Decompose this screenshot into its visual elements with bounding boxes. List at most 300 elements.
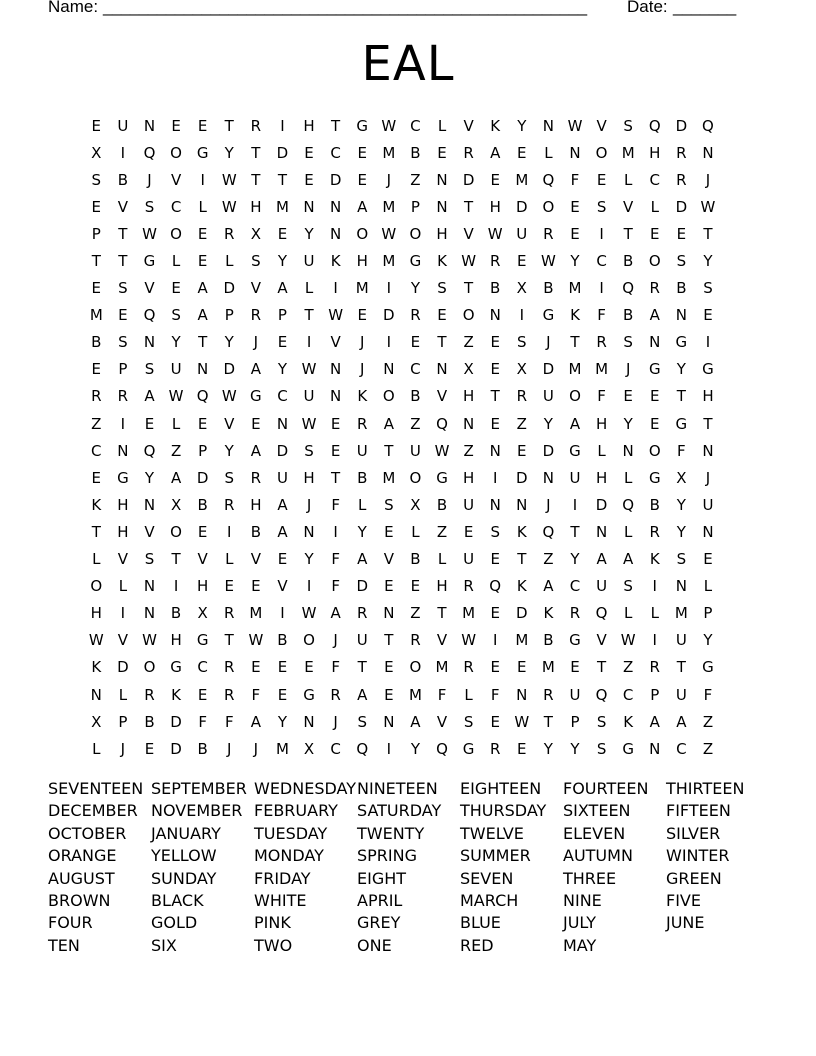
grid-letter: F (570, 170, 580, 189)
grid-letter: S (251, 252, 261, 271)
grid-letter: N (303, 522, 315, 541)
grid-letter: X (516, 360, 527, 379)
grid-letter: W (221, 197, 237, 216)
grid-letter: K (649, 550, 660, 569)
word-list-item: TUESDAY (254, 823, 328, 843)
grid-letter: W (620, 631, 636, 650)
grid-letter: U (409, 441, 421, 460)
grid-letter: V (250, 279, 261, 298)
grid-letter: U (569, 468, 581, 487)
grid-letter: Y (357, 522, 367, 541)
grid-letter: R (330, 685, 341, 704)
grid-letter: R (250, 306, 262, 325)
grid-letter: I (173, 577, 179, 596)
grid-letter: W (301, 414, 317, 433)
grid-letter: Q (622, 279, 635, 298)
grid-letter: I (386, 333, 392, 352)
grid-letter: Q (436, 414, 448, 433)
grid-letter: R (649, 279, 660, 298)
grid-letter: U (463, 495, 475, 514)
grid-letter: E (251, 577, 261, 596)
grid-letter: T (517, 550, 527, 569)
grid-letter: B (117, 170, 129, 189)
grid-letter: J (546, 495, 551, 514)
grid-letter: N (489, 441, 501, 460)
grid-letter: D (329, 170, 342, 189)
grid-letter: T (437, 604, 447, 623)
grid-letter: G (143, 252, 156, 271)
worksheet-header (48, 0, 740, 19)
word-list-item: THIRTEEN (666, 779, 745, 798)
grid-letter: D (516, 468, 528, 487)
grid-letter: B (623, 306, 634, 325)
grid-letter: W (461, 252, 477, 271)
grid-letter: Y (224, 333, 234, 352)
grid-letter: J (227, 739, 232, 758)
grid-letter: W (434, 441, 450, 460)
grid-letter: G (117, 468, 129, 487)
grid-letter: N (675, 306, 687, 325)
grid-letter: Z (623, 658, 634, 677)
grid-letter: N (90, 685, 102, 704)
grid-letter: X (170, 495, 182, 514)
grid-letter: O (595, 143, 608, 162)
word-list-item: SEVENTEEN (48, 779, 144, 798)
grid-letter: I (652, 631, 657, 650)
grid-letter: E (304, 170, 314, 189)
grid-letter: F (437, 685, 447, 704)
grid-letter: H (462, 468, 475, 487)
grid-letter: T (304, 306, 314, 325)
grid-letter: U (170, 360, 182, 379)
grid-letter: I (120, 143, 126, 162)
grid-letter: N (383, 604, 395, 623)
grid-letter: I (333, 522, 338, 541)
grid-letter: T (91, 252, 101, 271)
grid-letter: T (676, 387, 686, 406)
grid-letter: Q (143, 441, 156, 460)
grid-letter: F (597, 306, 606, 325)
grid-letter: N (303, 712, 315, 731)
date-field[interactable]: _______ (673, 0, 736, 16)
grid-letter: B (649, 495, 660, 514)
grid-letter: S (676, 252, 687, 271)
word-list-item: FIVE (666, 890, 701, 910)
grid-letter: L (304, 279, 314, 298)
grid-letter: W (540, 252, 556, 271)
grid-letter: J (306, 495, 312, 514)
grid-letter: J (546, 333, 551, 352)
grid-letter: K (543, 604, 554, 623)
grid-letter: H (303, 116, 315, 135)
grid-letter: E (197, 116, 208, 135)
grid-letter: A (277, 495, 288, 514)
grid-letter: T (251, 170, 261, 189)
grid-letter: P (224, 306, 234, 325)
grid-letter: T (570, 333, 580, 352)
grid-letter: T (464, 197, 474, 216)
grid-letter: D (516, 197, 528, 216)
grid-letter: J (360, 333, 365, 352)
grid-letter: Y (304, 550, 314, 569)
grid-letter: H (197, 577, 209, 596)
word-list-item: WHITE (254, 890, 307, 910)
grid-letter: T (384, 441, 394, 460)
grid-letter: B (197, 495, 208, 514)
grid-letter: T (490, 387, 500, 406)
grid-letter: X (463, 360, 474, 379)
grid-letter: X (250, 224, 261, 243)
word-list-item: DECEMBER (48, 801, 138, 821)
grid-letter: Y (277, 360, 288, 379)
grid-letter: A (543, 577, 554, 596)
word-list-item: SEVEN (460, 868, 514, 888)
grid-letter: E (490, 414, 500, 433)
grid-letter: I (599, 224, 604, 243)
grid-letter: N (595, 522, 608, 541)
grid-letter: N (542, 468, 554, 487)
grid-letter: H (170, 631, 182, 650)
grid-letter: F (251, 685, 261, 704)
grid-letter: J (253, 333, 259, 352)
grid-letter: E (490, 712, 500, 731)
word-list-item: SILVER (666, 823, 721, 843)
grid-letter: E (623, 387, 633, 406)
grid-letter: K (91, 495, 102, 514)
grid-letter: E (277, 224, 288, 243)
grid-letter: C (277, 387, 288, 406)
word-list-item: PINK (254, 913, 291, 933)
grid-letter: I (306, 577, 312, 596)
grid-letter: U (675, 631, 687, 650)
grid-letter: L (544, 143, 553, 162)
grid-letter: H (595, 414, 608, 433)
grid-letter: E (330, 414, 341, 433)
grid-letter: U (356, 441, 368, 460)
grid-letter: C (170, 197, 182, 216)
word-list-item: GREEN (666, 868, 722, 888)
grid-letter: I (306, 333, 312, 352)
grid-letter: M (595, 360, 609, 379)
grid-letter: L (358, 495, 367, 514)
grid-letter: H (90, 604, 102, 623)
grid-letter: G (622, 739, 634, 758)
grid-letter: N (303, 197, 315, 216)
word-list-item: FOURTEEN (563, 779, 649, 798)
word-list-item: SEPTEMBER (151, 779, 247, 798)
grid-letter: Q (622, 495, 635, 514)
grid-letter: F (331, 550, 340, 569)
name-label: Name: (48, 0, 99, 16)
grid-letter: B (543, 279, 554, 298)
grid-letter: E (384, 522, 394, 541)
grid-letter: I (386, 739, 392, 758)
word-list-item: FEBRUARY (254, 801, 338, 821)
grid-letter: M (621, 143, 635, 162)
word-list-item: MONDAY (254, 846, 324, 866)
grid-letter: B (676, 279, 687, 298)
grid-letter: G (250, 387, 262, 406)
grid-letter: E (410, 577, 421, 596)
grid-letter: K (516, 577, 527, 596)
grid-letter: Y (144, 468, 155, 487)
grid-letter: R (489, 252, 501, 271)
word-list-item: SIXTEEN (563, 801, 631, 821)
grid-letter: W (301, 360, 317, 379)
grid-letter: D (223, 360, 236, 379)
grid-letter: Y (224, 143, 234, 162)
grid-letter: G (569, 441, 581, 460)
grid-letter: H (595, 468, 608, 487)
grid-letter: E (570, 197, 580, 216)
grid-letter: X (410, 495, 421, 514)
grid-letter: R (489, 739, 501, 758)
grid-letter: V (117, 197, 129, 216)
grid-letter: E (197, 224, 208, 243)
grid-letter: Y (703, 252, 713, 271)
grid-letter: Q (196, 387, 209, 406)
grid-letter: N (330, 197, 342, 216)
grid-letter: L (92, 739, 101, 758)
grid-letter: C (91, 441, 102, 460)
word-list-item: NINE (563, 890, 602, 910)
grid-letter: B (197, 739, 208, 758)
grid-letter: R (516, 387, 528, 406)
grid-letter: E (703, 306, 713, 325)
page-title: EAL (361, 36, 455, 92)
grid-letter: E (384, 685, 394, 704)
grid-letter: N (702, 522, 714, 541)
grid-letter: E (277, 685, 288, 704)
grid-letter: Q (356, 739, 369, 758)
grid-letter: U (675, 685, 687, 704)
grid-letter: P (703, 604, 713, 623)
grid-letter: E (490, 333, 500, 352)
grid-letter: D (675, 197, 688, 216)
grid-letter: T (570, 522, 580, 541)
word-list-item: GREY (357, 913, 401, 933)
word-list-item: FRIDAY (254, 868, 311, 888)
grid-letter: R (543, 685, 554, 704)
grid-letter: S (623, 333, 633, 352)
grid-letter: F (331, 495, 340, 514)
grid-letter: O (409, 468, 422, 487)
grid-letter: Z (702, 712, 714, 731)
name-field[interactable]: ______________________________________________________ (103, 0, 587, 16)
grid-letter: T (331, 116, 341, 135)
grid-letter: E (91, 360, 102, 379)
grid-letter: S (596, 197, 607, 216)
grid-letter: M (89, 306, 103, 325)
grid-letter: N (462, 414, 475, 433)
grid-letter: F (490, 685, 500, 704)
grid-letter: S (517, 333, 527, 352)
grid-letter: K (91, 658, 102, 677)
grid-letter: M (355, 279, 369, 298)
grid-letter: I (572, 495, 578, 514)
grid-letter: E (277, 550, 288, 569)
grid-letter: E (384, 577, 394, 596)
grid-letter: V (596, 116, 607, 135)
grid-letter: L (92, 550, 101, 569)
grid-letter: S (463, 712, 474, 731)
grid-letter: H (702, 387, 714, 406)
grid-letter: C (676, 739, 687, 758)
grid-letter: C (622, 685, 634, 704)
grid-letter: T (198, 333, 208, 352)
grid-letter: A (197, 306, 208, 325)
grid-letter: L (225, 550, 234, 569)
grid-letter: Y (410, 739, 420, 758)
grid-letter: N (143, 333, 156, 352)
grid-letter: V (436, 631, 448, 650)
grid-letter: N (516, 495, 528, 514)
grid-letter: E (384, 658, 394, 677)
grid-letter: R (463, 143, 474, 162)
grid-letter: K (490, 116, 501, 135)
grid-letter: R (224, 604, 235, 623)
grid-letter: Z (410, 170, 421, 189)
grid-letter: S (91, 170, 102, 189)
grid-letter: V (623, 197, 634, 216)
grid-letter: M (462, 604, 476, 623)
grid-letter: S (596, 712, 607, 731)
grid-letter: M (541, 658, 555, 677)
grid-letter: G (356, 116, 369, 135)
word-list-item: FOUR (48, 913, 93, 933)
grid-letter: W (381, 224, 397, 243)
grid-letter: Q (542, 522, 555, 541)
grid-letter: D (117, 658, 129, 677)
grid-letter: U (702, 495, 714, 514)
grid-letter: H (649, 143, 661, 162)
grid-letter: L (623, 170, 633, 189)
word-list-item: JANUARY (151, 823, 221, 843)
grid-letter: E (224, 577, 234, 596)
word-list-item: EIGHT (357, 868, 407, 888)
word-list-item: SUNDAY (151, 868, 217, 888)
word-list-item: TWO (254, 935, 293, 955)
grid-letter: A (357, 197, 368, 216)
grid-letter: G (409, 252, 422, 271)
grid-letter: T (384, 631, 394, 650)
word-list-item: GOLD (151, 913, 198, 933)
grid-letter: X (516, 279, 527, 298)
grid-letter: W (301, 604, 317, 623)
grid-letter: L (623, 468, 633, 487)
grid-letter: T (251, 143, 261, 162)
grid-letter: J (333, 712, 338, 731)
word-list-item: AUTUMN (563, 846, 633, 866)
grid-letter: X (91, 712, 102, 731)
grid-letter: N (330, 387, 342, 406)
grid-letter: K (330, 252, 341, 271)
grid-letter: I (652, 577, 657, 596)
grid-letter: A (676, 712, 687, 731)
grid-letter: M (674, 604, 688, 623)
grid-letter: N (143, 495, 156, 514)
grid-letter: Y (304, 224, 314, 243)
grid-letter: W (567, 116, 583, 135)
word-list-item: WINTER (666, 846, 730, 866)
grid-letter: M (382, 468, 396, 487)
grid-letter: N (436, 197, 448, 216)
grid-letter: G (702, 360, 714, 379)
grid-letter: H (436, 577, 448, 596)
grid-letter: O (542, 197, 555, 216)
grid-letter: V (117, 550, 129, 569)
grid-letter: E (437, 306, 447, 325)
grid-letter: N (649, 333, 661, 352)
grid-letter: L (437, 550, 447, 569)
grid-letter: V (463, 224, 474, 243)
grid-letter: Z (410, 414, 421, 433)
grid-letter: V (596, 631, 607, 650)
word-list-item: OCTOBER (48, 823, 127, 843)
date-label: Date: (627, 0, 668, 16)
grid-letter: G (196, 631, 209, 650)
grid-letter: R (410, 306, 421, 325)
grid-letter: L (650, 197, 659, 216)
grid-letter: F (331, 577, 340, 596)
grid-letter: R (250, 116, 262, 135)
grid-letter: J (253, 739, 259, 758)
grid-letter: L (171, 414, 181, 433)
grid-letter: E (171, 116, 181, 135)
grid-letter: T (464, 279, 474, 298)
grid-letter: M (275, 739, 289, 758)
grid-letter: O (303, 631, 315, 650)
grid-letter: A (277, 279, 288, 298)
grid-letter: N (622, 441, 634, 460)
grid-letter: L (198, 197, 207, 216)
grid-letter: U (276, 468, 288, 487)
grid-letter: I (120, 414, 126, 433)
grid-letter: Z (463, 333, 474, 352)
grid-letter: V (463, 116, 474, 135)
grid-letter: M (382, 143, 396, 162)
grid-letter: O (409, 224, 422, 243)
grid-letter: A (569, 414, 581, 433)
grid-letter: G (542, 306, 555, 325)
grid-letter: Y (171, 333, 181, 352)
grid-letter: F (224, 712, 234, 731)
grid-letter: I (227, 522, 232, 541)
grid-letter: Y (277, 252, 288, 271)
grid-letter: D (675, 116, 688, 135)
grid-letter: J (625, 360, 631, 379)
grid-letter: E (463, 522, 474, 541)
grid-letter: Z (463, 441, 474, 460)
grid-letter: E (91, 279, 102, 298)
grid-letter: A (250, 712, 261, 731)
grid-letter: A (410, 712, 421, 731)
grid-letter: S (623, 577, 633, 596)
grid-letter: N (569, 143, 581, 162)
word-list-item: BLUE (460, 913, 501, 933)
grid-letter: W (328, 306, 344, 325)
grid-letter: F (677, 441, 686, 460)
grid-letter: N (542, 116, 554, 135)
grid-letter: L (118, 577, 128, 596)
grid-letter: S (171, 306, 181, 325)
grid-letter: G (170, 658, 182, 677)
grid-letter: E (490, 360, 500, 379)
grid-letter: M (515, 170, 529, 189)
grid-letter: K (570, 306, 580, 325)
grid-letter: E (357, 143, 367, 162)
grid-letter: L (597, 441, 606, 460)
